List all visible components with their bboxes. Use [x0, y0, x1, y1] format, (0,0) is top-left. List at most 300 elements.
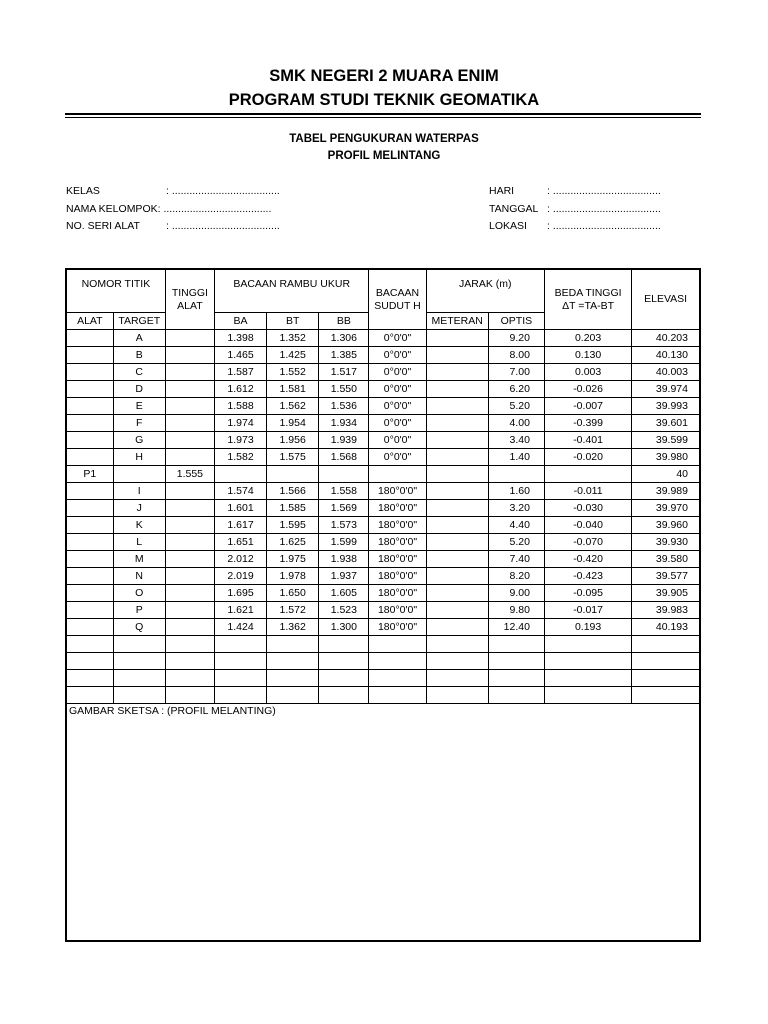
- cell-meteran[interactable]: [426, 636, 488, 653]
- cell-sudut[interactable]: 0°0'0": [369, 398, 426, 415]
- cell-alat[interactable]: [66, 653, 113, 670]
- table-row: [66, 415, 700, 432]
- cell-bb[interactable]: 1.599: [319, 534, 369, 551]
- col-bacaan-sudut: BACAAN SUDUT H: [369, 269, 426, 330]
- cell-bb[interactable]: 1.536: [319, 398, 369, 415]
- cell-target[interactable]: G: [113, 432, 165, 449]
- cell-beda[interactable]: [544, 687, 631, 704]
- cell-optis[interactable]: 7.40: [488, 551, 544, 568]
- cell-optis[interactable]: 8.20: [488, 568, 544, 585]
- cell-meteran[interactable]: [426, 585, 488, 602]
- cell-target[interactable]: M: [113, 551, 165, 568]
- cell-bt[interactable]: 1.425: [267, 347, 319, 364]
- table-row: [66, 687, 700, 704]
- cell-tinggi[interactable]: [165, 585, 214, 602]
- cell-elevasi[interactable]: 39.599: [632, 432, 700, 449]
- cell-alat[interactable]: [66, 364, 113, 381]
- cell-meteran[interactable]: [426, 534, 488, 551]
- table-row: [66, 398, 700, 415]
- info-no-seri-alat: [66, 220, 280, 232]
- cell-meteran[interactable]: [426, 551, 488, 568]
- cell-beda[interactable]: 0.003: [544, 364, 631, 381]
- cell-beda[interactable]: 0.203: [544, 330, 631, 347]
- cell-beda[interactable]: -0.095: [544, 585, 631, 602]
- cell-ba[interactable]: 1.398: [214, 330, 266, 347]
- table-title: TABEL PENGUKURAN WATERPAS: [289, 133, 479, 145]
- cell-sudut[interactable]: 0°0'0": [369, 449, 426, 466]
- cell-ba[interactable]: 1.621: [214, 602, 266, 619]
- col-alat: ALAT: [66, 313, 113, 330]
- cell-bb[interactable]: 1.569: [319, 500, 369, 517]
- cell-target[interactable]: [113, 670, 165, 687]
- info-label: LOKASI: [489, 220, 527, 232]
- cell-alat[interactable]: [66, 483, 113, 500]
- cell-target[interactable]: A: [113, 330, 165, 347]
- cell-ba[interactable]: [214, 636, 266, 653]
- cell-optis[interactable]: 8.00: [488, 347, 544, 364]
- cell-meteran[interactable]: [426, 500, 488, 517]
- cell-target[interactable]: N: [113, 568, 165, 585]
- table-row: [66, 534, 700, 551]
- cell-bt[interactable]: 1.575: [267, 449, 319, 466]
- cell-optis[interactable]: 9.00: [488, 585, 544, 602]
- cell-sudut[interactable]: 180°0'0": [369, 500, 426, 517]
- cell-tinggi[interactable]: [165, 517, 214, 534]
- cell-meteran[interactable]: [426, 381, 488, 398]
- cell-ba[interactable]: [214, 653, 266, 670]
- cell-beda[interactable]: -0.423: [544, 568, 631, 585]
- cell-optis[interactable]: [488, 670, 544, 687]
- cell-sudut[interactable]: [369, 466, 426, 483]
- cell-bt[interactable]: 1.585: [267, 500, 319, 517]
- table-row: [66, 330, 700, 347]
- school-title: SMK NEGERI 2 MUARA ENIM: [269, 67, 499, 85]
- cell-bt[interactable]: 1.975: [267, 551, 319, 568]
- cell-bt[interactable]: 1.566: [267, 483, 319, 500]
- cell-meteran[interactable]: [426, 687, 488, 704]
- table-row: [66, 619, 700, 636]
- cell-target[interactable]: K: [113, 517, 165, 534]
- cell-elevasi[interactable]: 39.601: [632, 415, 700, 432]
- cell-target[interactable]: E: [113, 398, 165, 415]
- info-value[interactable]: : .....................................: [157, 203, 272, 215]
- cell-bb[interactable]: 1.517: [319, 364, 369, 381]
- cell-elevasi[interactable]: [632, 687, 700, 704]
- cell-alat[interactable]: [66, 500, 113, 517]
- cell-target[interactable]: I: [113, 483, 165, 500]
- col-target: TARGET: [113, 313, 165, 330]
- col-bb: BB: [319, 313, 369, 330]
- cell-bb[interactable]: [319, 653, 369, 670]
- cell-optis[interactable]: 4.00: [488, 415, 544, 432]
- cell-elevasi[interactable]: 39.930: [632, 534, 700, 551]
- cell-alat[interactable]: [66, 585, 113, 602]
- cell-sudut[interactable]: 180°0'0": [369, 483, 426, 500]
- cell-elevasi[interactable]: [632, 653, 700, 670]
- cell-bt[interactable]: 1.650: [267, 585, 319, 602]
- col-bacaan-rambu: BACAAN RAMBU UKUR: [214, 269, 368, 313]
- cell-sudut[interactable]: [369, 687, 426, 704]
- cell-alat[interactable]: [66, 381, 113, 398]
- cell-bt[interactable]: 1.978: [267, 568, 319, 585]
- table-row: [66, 432, 700, 449]
- cell-meteran[interactable]: [426, 619, 488, 636]
- cell-bb[interactable]: 1.385: [319, 347, 369, 364]
- info-tanggal: [489, 203, 661, 215]
- cell-alat[interactable]: [66, 432, 113, 449]
- cell-optis[interactable]: 12.40: [488, 619, 544, 636]
- cell-beda[interactable]: -0.030: [544, 500, 631, 517]
- cell-meteran[interactable]: [426, 483, 488, 500]
- cell-bb[interactable]: [319, 687, 369, 704]
- cell-bb[interactable]: 1.558: [319, 483, 369, 500]
- table-row: [66, 466, 700, 483]
- cell-sudut[interactable]: 180°0'0": [369, 619, 426, 636]
- cell-bt[interactable]: 1.562: [267, 398, 319, 415]
- cell-target[interactable]: O: [113, 585, 165, 602]
- table-row: [66, 653, 700, 670]
- info-label: NAMA KELOMPOK: [66, 203, 158, 215]
- cell-bt[interactable]: 1.581: [267, 381, 319, 398]
- cell-bt[interactable]: [267, 670, 319, 687]
- cell-tinggi[interactable]: [165, 347, 214, 364]
- cell-elevasi[interactable]: 39.980: [632, 449, 700, 466]
- cell-alat[interactable]: [66, 347, 113, 364]
- cell-beda[interactable]: [544, 653, 631, 670]
- info-nama-kelompok: [66, 203, 271, 215]
- cell-alat[interactable]: [66, 398, 113, 415]
- cell-optis[interactable]: 6.20: [488, 381, 544, 398]
- cell-beda[interactable]: -0.020: [544, 449, 631, 466]
- cell-alat[interactable]: [66, 568, 113, 585]
- cell-target[interactable]: B: [113, 347, 165, 364]
- cell-optis[interactable]: 1.40: [488, 449, 544, 466]
- cell-target[interactable]: [113, 687, 165, 704]
- cell-elevasi[interactable]: 39.580: [632, 551, 700, 568]
- cell-sudut[interactable]: 0°0'0": [369, 330, 426, 347]
- cell-optis[interactable]: 5.20: [488, 534, 544, 551]
- cell-sudut[interactable]: [369, 653, 426, 670]
- cell-tinggi[interactable]: [165, 636, 214, 653]
- cell-elevasi[interactable]: 40.003: [632, 364, 700, 381]
- sketch-label: GAMBAR SKETSA : (PROFIL MELANTING): [69, 705, 276, 717]
- cell-target[interactable]: D: [113, 381, 165, 398]
- cell-elevasi[interactable]: [632, 636, 700, 653]
- table-row: [66, 381, 700, 398]
- cell-beda[interactable]: -0.017: [544, 602, 631, 619]
- table-row: [66, 568, 700, 585]
- cell-ba[interactable]: 1.973: [214, 432, 266, 449]
- cell-meteran[interactable]: [426, 670, 488, 687]
- cell-sudut[interactable]: 180°0'0": [369, 602, 426, 619]
- cell-target[interactable]: Q: [113, 619, 165, 636]
- cell-optis[interactable]: 9.20: [488, 330, 544, 347]
- cell-beda[interactable]: [544, 466, 631, 483]
- cell-ba[interactable]: 1.588: [214, 398, 266, 415]
- sketch-area[interactable]: [66, 704, 700, 942]
- cell-ba[interactable]: 1.651: [214, 534, 266, 551]
- cell-elevasi[interactable]: 39.577: [632, 568, 700, 585]
- cell-meteran[interactable]: [426, 653, 488, 670]
- cell-bb[interactable]: 1.939: [319, 432, 369, 449]
- table-row: [66, 585, 700, 602]
- cell-sudut[interactable]: 180°0'0": [369, 568, 426, 585]
- cell-tinggi[interactable]: [165, 364, 214, 381]
- col-jarak: JARAK (m): [426, 269, 544, 313]
- cell-sudut[interactable]: 0°0'0": [369, 415, 426, 432]
- cell-alat[interactable]: [66, 687, 113, 704]
- cell-alat[interactable]: [66, 534, 113, 551]
- cell-bb[interactable]: 1.523: [319, 602, 369, 619]
- cell-bt[interactable]: 1.625: [267, 534, 319, 551]
- table-row: [66, 364, 700, 381]
- cell-meteran[interactable]: [426, 568, 488, 585]
- info-value[interactable]: : .....................................: [166, 220, 280, 232]
- cell-beda[interactable]: 0.130: [544, 347, 631, 364]
- cell-ba[interactable]: 1.601: [214, 500, 266, 517]
- cell-ba[interactable]: 1.574: [214, 483, 266, 500]
- cell-bb[interactable]: 1.938: [319, 551, 369, 568]
- cell-bb[interactable]: 1.605: [319, 585, 369, 602]
- cell-sudut[interactable]: 180°0'0": [369, 534, 426, 551]
- cell-bt[interactable]: 1.954: [267, 415, 319, 432]
- cell-elevasi[interactable]: 39.983: [632, 602, 700, 619]
- cell-sudut[interactable]: 0°0'0": [369, 381, 426, 398]
- cell-ba[interactable]: 1.695: [214, 585, 266, 602]
- cell-tinggi[interactable]: [165, 687, 214, 704]
- cell-tinggi[interactable]: [165, 330, 214, 347]
- table-row: [66, 500, 700, 517]
- cell-ba[interactable]: 1.465: [214, 347, 266, 364]
- cell-optis[interactable]: 9.80: [488, 602, 544, 619]
- cell-bb[interactable]: 1.573: [319, 517, 369, 534]
- col-tinggi-alat: TINGGI ALAT: [165, 269, 214, 330]
- info-kelas: [66, 185, 280, 197]
- program-title: PROGRAM STUDI TEKNIK GEOMATIKA: [228, 91, 540, 109]
- cell-target[interactable]: F: [113, 415, 165, 432]
- cell-optis[interactable]: 7.00: [488, 364, 544, 381]
- cell-optis[interactable]: [488, 687, 544, 704]
- table-body: [66, 330, 700, 704]
- col-ba: BA: [214, 313, 266, 330]
- info-label: KELAS: [66, 185, 100, 197]
- cell-bt[interactable]: 1.572: [267, 602, 319, 619]
- cell-elevasi[interactable]: [632, 670, 700, 687]
- cell-meteran[interactable]: [426, 347, 488, 364]
- cell-elevasi[interactable]: 39.960: [632, 517, 700, 534]
- cell-bt[interactable]: [267, 653, 319, 670]
- cell-alat[interactable]: [66, 619, 113, 636]
- col-nomor-titik: NOMOR TITIK: [66, 269, 165, 313]
- cell-sudut[interactable]: 0°0'0": [369, 364, 426, 381]
- cell-ba[interactable]: 1.974: [214, 415, 266, 432]
- cell-elevasi[interactable]: 40: [632, 466, 700, 483]
- cell-bt[interactable]: 1.956: [267, 432, 319, 449]
- cell-target[interactable]: C: [113, 364, 165, 381]
- cell-tinggi[interactable]: [165, 432, 214, 449]
- info-value[interactable]: : .....................................: [547, 220, 661, 232]
- cell-optis[interactable]: 3.40: [488, 432, 544, 449]
- cell-meteran[interactable]: [426, 602, 488, 619]
- cell-beda[interactable]: -0.026: [544, 381, 631, 398]
- cell-bb[interactable]: [319, 636, 369, 653]
- cell-tinggi[interactable]: [165, 381, 214, 398]
- cell-ba[interactable]: 1.587: [214, 364, 266, 381]
- cell-elevasi[interactable]: 40.130: [632, 347, 700, 364]
- cell-target[interactable]: [113, 653, 165, 670]
- cell-bb[interactable]: 1.300: [319, 619, 369, 636]
- cell-bb[interactable]: [319, 466, 369, 483]
- cell-target[interactable]: J: [113, 500, 165, 517]
- info-label: NO. SERI ALAT: [66, 220, 140, 232]
- cell-tinggi[interactable]: [165, 500, 214, 517]
- cell-meteran[interactable]: [426, 364, 488, 381]
- cell-bt[interactable]: [267, 466, 319, 483]
- cell-meteran[interactable]: [426, 415, 488, 432]
- cell-ba[interactable]: 1.582: [214, 449, 266, 466]
- cell-beda[interactable]: 0.193: [544, 619, 631, 636]
- cell-optis[interactable]: [488, 653, 544, 670]
- cell-bt[interactable]: 1.352: [267, 330, 319, 347]
- cell-ba[interactable]: 1.617: [214, 517, 266, 534]
- cell-tinggi[interactable]: [165, 653, 214, 670]
- cell-bb[interactable]: [319, 670, 369, 687]
- cell-alat[interactable]: [66, 415, 113, 432]
- cell-tinggi[interactable]: [165, 670, 214, 687]
- cell-bb[interactable]: 1.550: [319, 381, 369, 398]
- table-row: [66, 449, 700, 466]
- cell-target[interactable]: [113, 636, 165, 653]
- cell-optis[interactable]: 4.40: [488, 517, 544, 534]
- cell-meteran[interactable]: [426, 449, 488, 466]
- cell-bt[interactable]: [267, 687, 319, 704]
- cell-elevasi[interactable]: 39.905: [632, 585, 700, 602]
- cell-meteran[interactable]: [426, 330, 488, 347]
- cell-alat[interactable]: [66, 517, 113, 534]
- cell-bt[interactable]: [267, 636, 319, 653]
- cell-beda[interactable]: -0.399: [544, 415, 631, 432]
- info-value[interactable]: : .....................................: [547, 203, 661, 215]
- cell-sudut[interactable]: 0°0'0": [369, 432, 426, 449]
- cell-bt[interactable]: 1.362: [267, 619, 319, 636]
- cell-tinggi[interactable]: [165, 534, 214, 551]
- cell-tinggi[interactable]: [165, 602, 214, 619]
- cell-optis[interactable]: 1.60: [488, 483, 544, 500]
- cell-tinggi[interactable]: 1.555: [165, 466, 214, 483]
- cell-target[interactable]: H: [113, 449, 165, 466]
- cell-beda[interactable]: -0.401: [544, 432, 631, 449]
- cell-elevasi[interactable]: 40.203: [632, 330, 700, 347]
- cell-tinggi[interactable]: [165, 415, 214, 432]
- cell-bb[interactable]: 1.934: [319, 415, 369, 432]
- info-value[interactable]: : .....................................: [166, 185, 280, 197]
- cell-ba[interactable]: [214, 670, 266, 687]
- cell-tinggi[interactable]: [165, 483, 214, 500]
- cell-meteran[interactable]: [426, 517, 488, 534]
- cell-beda[interactable]: -0.011: [544, 483, 631, 500]
- info-label: TANGGAL: [489, 203, 539, 215]
- table-row: [66, 551, 700, 568]
- cell-ba[interactable]: [214, 466, 266, 483]
- cell-sudut[interactable]: 180°0'0": [369, 551, 426, 568]
- table-row: [66, 636, 700, 653]
- cell-alat[interactable]: [66, 636, 113, 653]
- cell-tinggi[interactable]: [165, 449, 214, 466]
- cell-target[interactable]: L: [113, 534, 165, 551]
- cell-optis[interactable]: [488, 466, 544, 483]
- cell-bb[interactable]: 1.306: [319, 330, 369, 347]
- cell-tinggi[interactable]: [165, 398, 214, 415]
- col-bt: BT: [267, 313, 319, 330]
- cell-bt[interactable]: 1.595: [267, 517, 319, 534]
- table-row: [66, 347, 700, 364]
- table-row: [66, 670, 700, 687]
- cell-ba[interactable]: 2.019: [214, 568, 266, 585]
- cell-alat[interactable]: [66, 449, 113, 466]
- cell-optis[interactable]: [488, 636, 544, 653]
- cell-sudut[interactable]: 180°0'0": [369, 585, 426, 602]
- header-rule-thin: [65, 117, 701, 118]
- col-elevasi: ELEVASI: [632, 269, 700, 330]
- cell-beda[interactable]: -0.040: [544, 517, 631, 534]
- cell-ba[interactable]: 1.612: [214, 381, 266, 398]
- cell-alat[interactable]: [66, 670, 113, 687]
- cell-beda[interactable]: -0.420: [544, 551, 631, 568]
- cell-elevasi[interactable]: 39.974: [632, 381, 700, 398]
- cell-target[interactable]: P: [113, 602, 165, 619]
- cell-meteran[interactable]: [426, 466, 488, 483]
- cell-sudut[interactable]: 0°0'0": [369, 347, 426, 364]
- cell-bb[interactable]: 1.568: [319, 449, 369, 466]
- cell-beda[interactable]: -0.070: [544, 534, 631, 551]
- cell-beda[interactable]: -0.007: [544, 398, 631, 415]
- info-lokasi: [489, 220, 661, 232]
- cell-elevasi[interactable]: 39.989: [632, 483, 700, 500]
- cell-ba[interactable]: [214, 687, 266, 704]
- cell-ba[interactable]: 2.012: [214, 551, 266, 568]
- cell-meteran[interactable]: [426, 432, 488, 449]
- cell-ba[interactable]: 1.424: [214, 619, 266, 636]
- cell-sudut[interactable]: [369, 636, 426, 653]
- info-label: HARI: [489, 185, 515, 197]
- cell-tinggi[interactable]: [165, 619, 214, 636]
- cell-alat[interactable]: [66, 551, 113, 568]
- info-value[interactable]: : .....................................: [547, 185, 661, 197]
- col-beda-tinggi: BEDA TINGGI ΔT =TA-BT: [544, 269, 631, 330]
- table-subtitle: PROFIL MELINTANG: [327, 150, 441, 162]
- cell-alat[interactable]: [66, 330, 113, 347]
- cell-bb[interactable]: 1.937: [319, 568, 369, 585]
- cell-elevasi[interactable]: 39.970: [632, 500, 700, 517]
- cell-beda[interactable]: [544, 636, 631, 653]
- col-optis: OPTIS: [488, 313, 544, 330]
- cell-target[interactable]: [113, 466, 165, 483]
- cell-alat[interactable]: P1: [66, 466, 113, 483]
- cell-tinggi[interactable]: [165, 568, 214, 585]
- table-row: [66, 517, 700, 534]
- cell-tinggi[interactable]: [165, 551, 214, 568]
- cell-sudut[interactable]: [369, 670, 426, 687]
- cell-alat[interactable]: [66, 602, 113, 619]
- cell-sudut[interactable]: 180°0'0": [369, 517, 426, 534]
- cell-beda[interactable]: [544, 670, 631, 687]
- cell-optis[interactable]: 5.20: [488, 398, 544, 415]
- cell-meteran[interactable]: [426, 398, 488, 415]
- cell-optis[interactable]: 3.20: [488, 500, 544, 517]
- cell-elevasi[interactable]: 40.193: [632, 619, 700, 636]
- cell-elevasi[interactable]: 39.993: [632, 398, 700, 415]
- cell-bt[interactable]: 1.552: [267, 364, 319, 381]
